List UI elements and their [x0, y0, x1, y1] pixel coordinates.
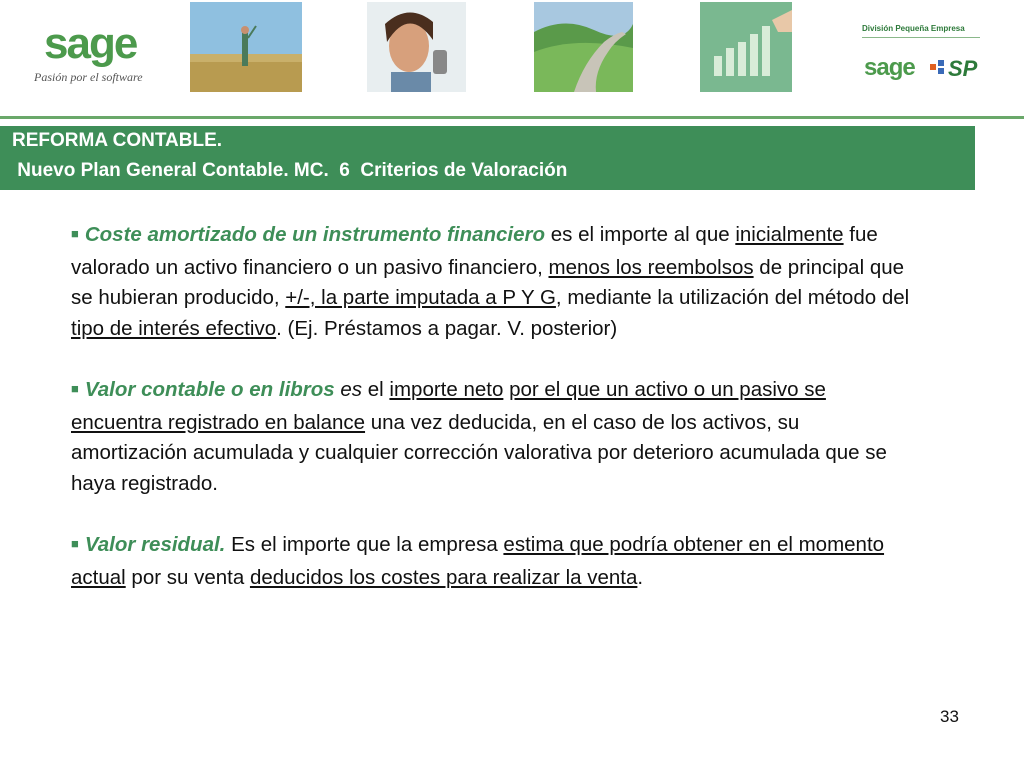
definition-coste-amortizado — [71, 220, 921, 344]
text-run: . — [637, 565, 644, 589]
division-divider — [862, 37, 980, 38]
sage-sp-logo — [862, 24, 992, 94]
text-run: por el que un activo o un pasivo se encuentra registrado en balance — [71, 378, 826, 434]
text-run: Coste amortizado de un instrumento financiero — [84, 223, 546, 246]
slide-body — [71, 220, 921, 593]
division-label: División Pequeña Empresa — [862, 24, 965, 33]
sage-logo — [30, 19, 160, 92]
text-run: fue valorado un activo financiero o un pasivo financiero, — [71, 223, 878, 279]
sage-logo-word: sage — [44, 19, 137, 68]
sage-small-word: sage — [864, 54, 915, 81]
text-run: es — [340, 378, 363, 401]
bullet-square-icon: ■ — [71, 381, 79, 396]
slide-subtitle: Nuevo Plan General Contable. MC. 6 Criterios de Valoración — [12, 160, 568, 181]
text-run: Es el importe que la empresa — [225, 533, 504, 556]
text-run: . (Ej. Préstamos a pagar. V. posterior) — [276, 316, 618, 340]
definition-valor-residual — [71, 530, 921, 593]
text-run: , mediante la utilización del método del — [555, 286, 910, 309]
text-run: importe neto — [389, 378, 504, 401]
text-run: deducidos los costes para realizar la venta — [249, 565, 638, 589]
header-divider — [0, 116, 1024, 119]
text-run: una vez deducida, en el caso de los activos, su amortización acumulada y cualquier corrección valorativa por deterioro acumulada que se haya registrado. — [71, 410, 887, 495]
text-run: es el importe al que — [545, 223, 736, 246]
photo-woman-field — [190, 2, 302, 92]
photo-bar-chart-board — [700, 2, 792, 92]
bullet-square-icon: ■ — [71, 226, 79, 241]
text-run: por su venta — [125, 565, 250, 589]
text-run: inicialmente — [735, 223, 844, 246]
sage-tagline: Pasión por el software — [34, 70, 143, 84]
text-run: +/-, la parte imputada a P Y G — [285, 286, 556, 309]
page-number: 33 — [940, 707, 959, 726]
text-run: estima que podría obtener en el momento actual — [71, 533, 885, 589]
text-run: Valor residual. — [84, 533, 226, 556]
slide-title: REFORMA CONTABLE. — [12, 130, 223, 151]
title-bar — [0, 126, 975, 190]
text-run: tipo de interés efectivo — [71, 316, 277, 340]
bullet-square-icon: ■ — [71, 536, 79, 551]
definition-valor-contable — [71, 375, 921, 499]
text-run: Valor contable o en libros — [84, 378, 335, 401]
photo-woman-phone — [367, 2, 466, 92]
photo-road-hills — [534, 2, 633, 92]
text-run: el — [362, 378, 390, 401]
text-run: menos los reembolsos — [548, 255, 754, 279]
sp-word: SP — [948, 56, 978, 81]
text-run: de principal que se hubieran producido, — [71, 255, 905, 309]
